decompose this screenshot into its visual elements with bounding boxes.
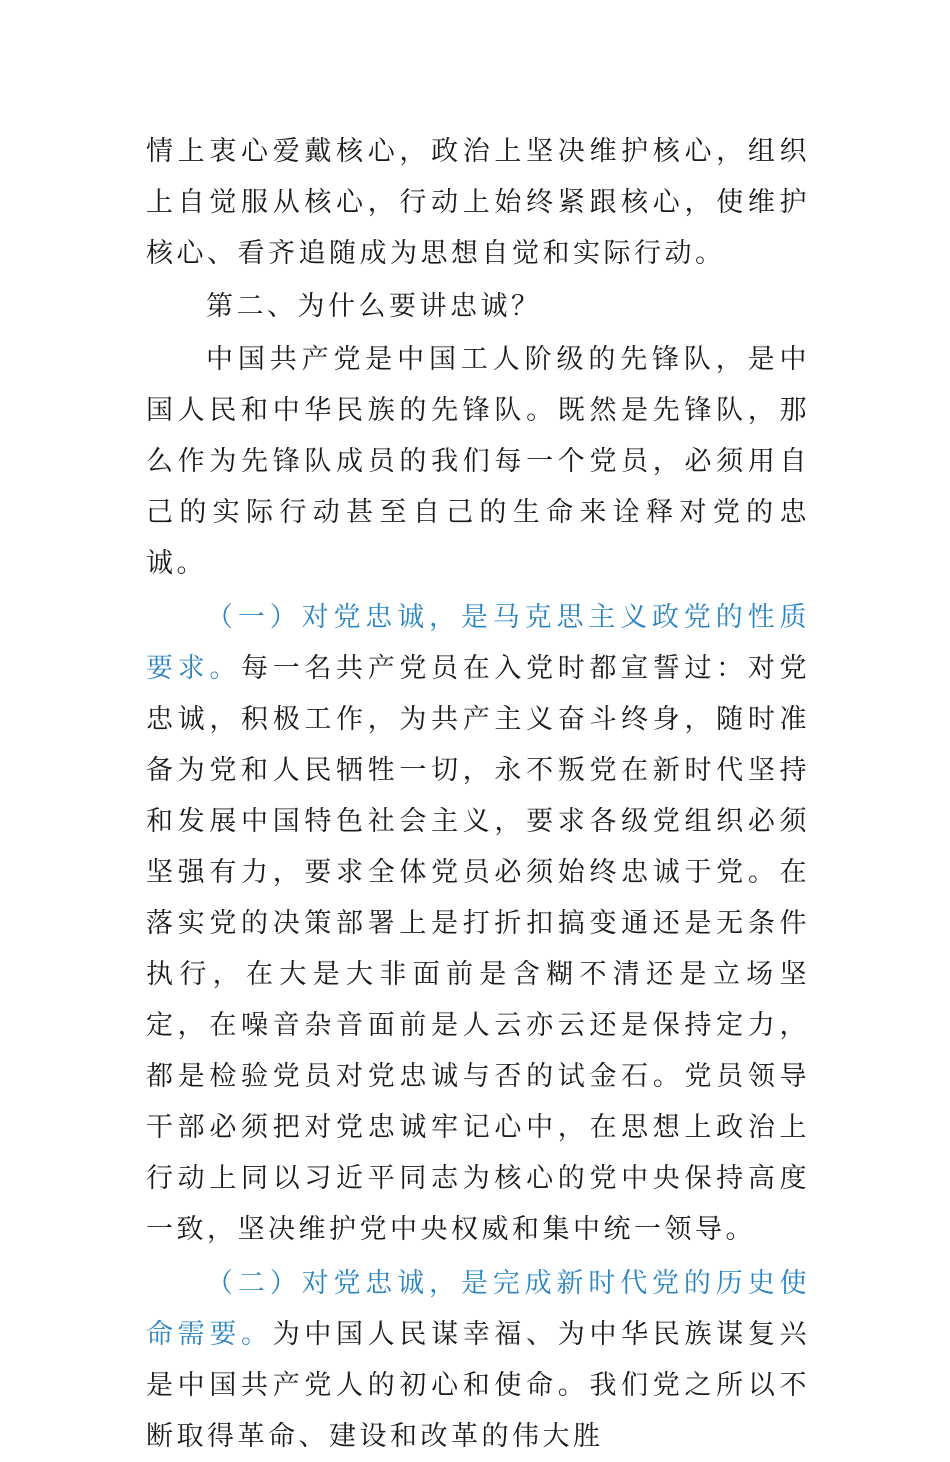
section-heading-2: 第二、为什么要讲忠诚？	[206, 291, 542, 322]
paragraph-loyalty-nature	[146, 592, 810, 1255]
paragraph-vanguard: 中国共产党是中国工人阶级的先锋队，是中国人民和中华民族的先锋队。既然是先锋队，那么作为先锋队成员的我们每一个党员，必须用自己的实际行动甚至自己的生命来诠释对党的忠诚。	[146, 344, 810, 579]
paragraph-continuation: 情上衷心爱戴核心，政治上坚决维护核心，组织上自觉服从核心，行动上始终紧跟核心，使维护核心、看齐追随成为思想自觉和实际行动。	[146, 136, 810, 269]
subheading-historic-mission: （二）对党忠诚，是完成新时代党的历史使命需要。	[146, 1268, 810, 1350]
paragraph-loyalty-nature-text: 每一名共产党员在入党时都宣誓过：对党忠诚，积极工作，为共产主义奋斗终身，随时准备为党和人民牺牲一切，永不叛党在新时代坚持和发展中国特色社会主义，要求各级党组织必须坚强有力，要求全体党员必须始终忠诚于党。在落实党的决策部署上是打折扣搞变通还是无条件执行，在大是大非面前是含糊不清还是立场坚定，在噪音杂音面前是人云亦云还是保持定力，都是检验党员对党忠诚与否的试金石。党员领导干部必须把对党忠诚牢记心中，在思想上政治上行动上同以习近平同志为核心的党中央保持高度一致，坚决维护党中央权威和集中统一领导。	[146, 653, 811, 1245]
subheading-loyalty-nature: （一）对党忠诚，是马克思主义政党的性质要求。	[146, 602, 810, 684]
paragraph-historic-mission	[146, 1258, 810, 1462]
document-body	[146, 126, 810, 1462]
paragraph-historic-mission-text: 为中国人民谋幸福、为中华民族谋复兴是中国共产党人的初心和使命。我们党之所以不断取得革命、建设和改革的伟大胜	[146, 1319, 811, 1452]
